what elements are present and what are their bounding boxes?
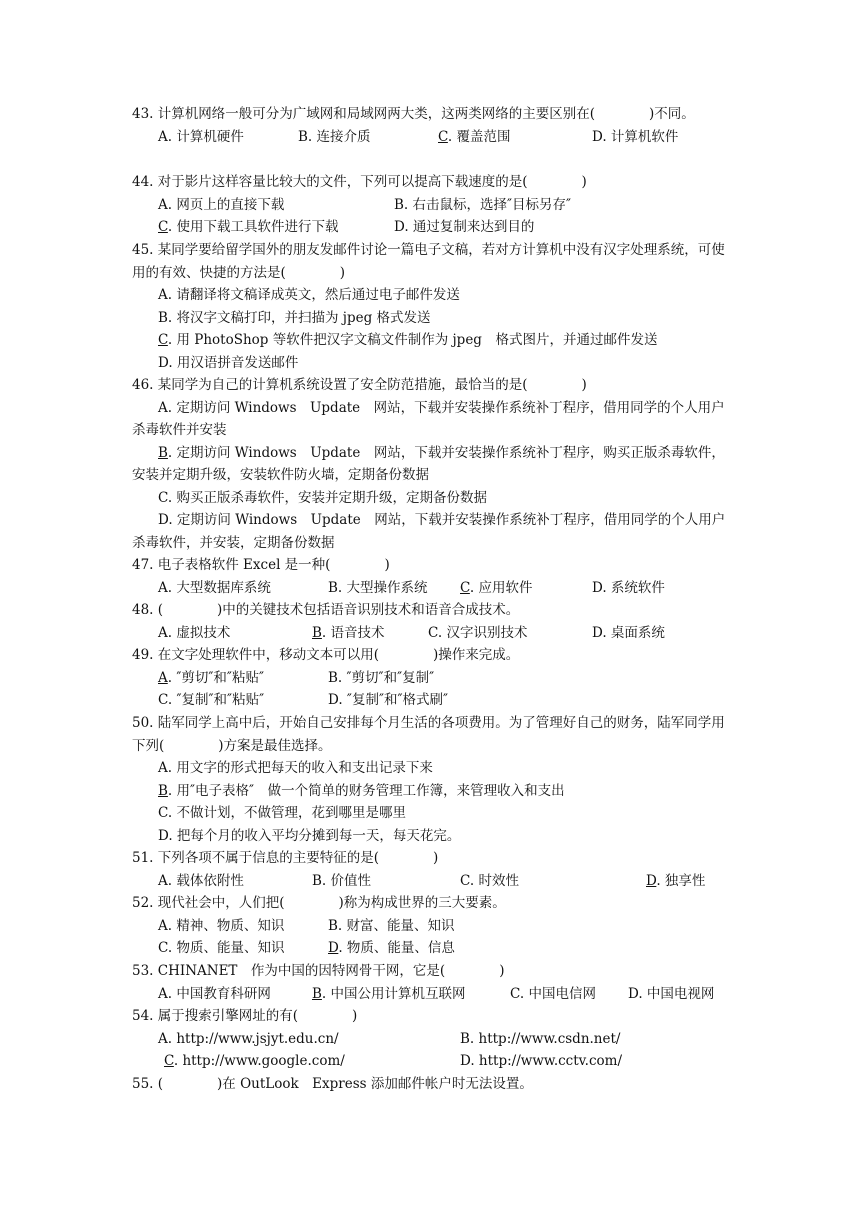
option-c bbox=[158, 689, 264, 712]
option-c bbox=[438, 126, 510, 149]
option-mark: A bbox=[158, 624, 168, 641]
option-mark: D bbox=[158, 827, 169, 844]
option-mark-underlined: C bbox=[438, 128, 448, 145]
options-row bbox=[132, 622, 732, 645]
option-text: . 通过复制来达到目的 bbox=[404, 219, 535, 235]
option-text: . 中国教育科研网 bbox=[167, 985, 271, 1002]
question-stem: 43. 计算机网络一般可分为广域网和局域网两大类，这两类网络的主要区别在( )不同。 bbox=[132, 106, 695, 122]
option-b bbox=[328, 915, 455, 938]
option-text: . 汉字识别技术 bbox=[437, 624, 528, 641]
option-c bbox=[460, 577, 532, 600]
question-48 bbox=[132, 599, 732, 644]
option-mark: C bbox=[158, 489, 168, 506]
question-51 bbox=[132, 847, 732, 892]
option-mark: A bbox=[158, 760, 168, 776]
option-text: . ″复制″和″格式刷″ bbox=[338, 692, 449, 708]
option-c bbox=[158, 216, 338, 239]
option-a bbox=[132, 397, 732, 442]
option-mark-underlined: B bbox=[312, 985, 322, 1002]
option-text: . 连接介质 bbox=[307, 128, 371, 145]
option-mark: D bbox=[394, 219, 405, 235]
question-stem: 53. CHINANET 作为中国的因特网骨干网，它是( ) bbox=[132, 963, 505, 979]
option-b bbox=[328, 577, 428, 600]
option-text: . 覆盖范围 bbox=[447, 128, 511, 145]
options-row bbox=[132, 1050, 732, 1073]
option-mark: A bbox=[158, 579, 168, 596]
question-50 bbox=[132, 712, 732, 847]
option-text: . 右击鼠标，选择″目标另存″ bbox=[403, 196, 572, 213]
option-text: . 用 PhotoShop 等软件把汉字文稿文件制作为 jpeg 格式图片，并通过邮件发送 bbox=[167, 332, 658, 348]
option-d bbox=[592, 622, 665, 645]
option-b bbox=[460, 1028, 620, 1051]
option-text: . 网页上的直接下载 bbox=[167, 196, 285, 213]
option-text: . 定期访问 Windows Update 网站，下载并安装操作系统补丁程序，借用同学的个人用户杀毒软件并安装 bbox=[132, 399, 725, 438]
option-mark: B bbox=[460, 1030, 470, 1047]
option-mark-underlined: B bbox=[158, 444, 168, 461]
option-a bbox=[132, 757, 732, 780]
option-text: . 财富、能量、知识 bbox=[337, 917, 455, 934]
option-mark: B bbox=[298, 128, 308, 145]
option-d bbox=[592, 577, 665, 600]
question-stem: 46. 某同学为自己的计算机系统设置了安全防范措施，最恰当的是( ) bbox=[132, 377, 587, 393]
option-mark: C bbox=[460, 872, 470, 889]
option-d bbox=[328, 689, 448, 712]
option-mark: D bbox=[328, 692, 339, 708]
options-row bbox=[132, 194, 732, 217]
option-mark-underlined: C bbox=[158, 219, 168, 235]
option-text: . 计算机硬件 bbox=[167, 128, 244, 145]
option-mark-underlined: C bbox=[164, 1053, 174, 1069]
question-stem: 54. 属于搜索引擎网址的有( ) bbox=[132, 1008, 358, 1024]
option-text: . 购买正版杀毒软件，安装并定期升级，定期备份数据 bbox=[167, 489, 487, 506]
option-text: . ″剪切″和″复制″ bbox=[337, 669, 435, 686]
option-d bbox=[132, 352, 732, 375]
option-mark: B bbox=[328, 669, 338, 686]
option-d bbox=[328, 937, 455, 960]
question-44 bbox=[132, 171, 732, 239]
option-text: . ″剪切″和″粘贴″ bbox=[167, 669, 265, 686]
option-b bbox=[394, 194, 571, 217]
option-text: . 中国电信网 bbox=[519, 985, 596, 1002]
options-row bbox=[132, 937, 732, 960]
question-stem: 47. 电子表格软件 Excel 是一种( ) bbox=[132, 557, 390, 573]
option-mark: D bbox=[628, 985, 639, 1002]
option-mark-underlined: C bbox=[158, 332, 168, 348]
option-d bbox=[592, 126, 678, 149]
option-b bbox=[312, 622, 385, 645]
question-45 bbox=[132, 239, 732, 374]
option-c bbox=[132, 329, 732, 352]
option-mark: A bbox=[158, 128, 168, 145]
options-row bbox=[132, 1028, 732, 1051]
question-46 bbox=[132, 374, 732, 554]
option-text: . 把每个月的收入平均分摊到每一天，每天花完。 bbox=[168, 827, 461, 844]
options-row bbox=[132, 216, 732, 239]
option-mark: A bbox=[158, 1030, 168, 1047]
option-mark-underlined: D bbox=[328, 940, 339, 956]
option-a bbox=[158, 870, 244, 893]
option-c bbox=[428, 622, 527, 645]
option-text: . 请翻译将文稿译成英文，然后通过电子邮件发送 bbox=[167, 287, 460, 303]
option-mark: A bbox=[158, 399, 168, 416]
option-text: . 时效性 bbox=[469, 872, 519, 889]
option-mark-underlined: C bbox=[460, 579, 470, 596]
option-b bbox=[328, 667, 434, 690]
option-text: . 载体依附性 bbox=[167, 872, 244, 889]
option-text: . 中国公用计算机互联网 bbox=[321, 985, 466, 1002]
option-d bbox=[394, 216, 534, 239]
question-53 bbox=[132, 960, 732, 1005]
question-55 bbox=[132, 1073, 732, 1096]
option-text: . http://www.cctv.com/ bbox=[470, 1053, 623, 1069]
option-text: . 大型数据库系统 bbox=[167, 579, 271, 596]
option-text: . 定期访问 Windows Update 网站，下载并安装操作系统补丁程序，借用同学的个人用户杀毒软件，并安装，定期备份数据 bbox=[132, 512, 726, 551]
options-row bbox=[132, 689, 732, 712]
option-c bbox=[510, 983, 596, 1006]
options-row bbox=[132, 915, 732, 938]
question-stem: 48. ( )中的关键技术包括语音识别技术和语音合成技术。 bbox=[132, 602, 520, 618]
option-c bbox=[460, 870, 519, 893]
option-text: . 用文字的形式把每天的收入和支出记录下来 bbox=[167, 760, 433, 776]
options-row bbox=[132, 667, 732, 690]
question-stem: 55. ( )在 OutLook Express 添加邮件帐户时无法设置。 bbox=[132, 1076, 533, 1092]
question-stem: 49. 在文字处理软件中，移动文本可以用( )操作来完成。 bbox=[132, 647, 520, 663]
option-text: . http://www.csdn.net/ bbox=[469, 1030, 621, 1047]
question-stem: 50. 陆军同学上高中后，开始自己安排每个月生活的各项费用。为了管理好自己的财务，陆军同学用下列( )方案是最佳选择。 bbox=[132, 715, 725, 754]
option-text: . 独享性 bbox=[656, 872, 706, 889]
option-b bbox=[312, 870, 371, 893]
option-d bbox=[646, 870, 705, 893]
option-mark: B bbox=[394, 196, 404, 213]
option-text: . 应用软件 bbox=[469, 579, 533, 596]
option-d bbox=[460, 1050, 622, 1073]
option-d bbox=[132, 509, 732, 554]
option-mark: C bbox=[158, 805, 168, 821]
question-52 bbox=[132, 892, 732, 960]
option-text: . 虚拟技术 bbox=[167, 624, 231, 641]
options-row bbox=[132, 870, 732, 893]
option-mark: C bbox=[428, 624, 438, 641]
option-a bbox=[132, 284, 732, 307]
option-b bbox=[132, 442, 732, 487]
option-text: . 将汉字文稿打印，并扫描为 jpeg 格式发送 bbox=[167, 309, 431, 326]
option-b bbox=[132, 780, 732, 803]
option-a bbox=[158, 983, 271, 1006]
option-mark: D bbox=[592, 579, 603, 596]
question-stem: 45. 某同学要给留学国外的朋友发邮件讨论一篇电子文稿，若对方计算机中没有汉字处理系统，可使用的有效、快捷的方法是( ) bbox=[132, 242, 725, 281]
option-mark: C bbox=[158, 692, 168, 708]
option-mark: D bbox=[460, 1053, 471, 1069]
option-a bbox=[158, 622, 230, 645]
option-a bbox=[158, 1028, 339, 1051]
option-mark: A bbox=[158, 872, 168, 889]
option-text: . ″复制″和″粘贴″ bbox=[167, 692, 265, 708]
option-mark: B bbox=[312, 872, 322, 889]
option-mark-underlined: B bbox=[158, 782, 168, 799]
option-text: . 计算机软件 bbox=[602, 128, 679, 145]
option-a bbox=[158, 915, 284, 938]
option-mark: A bbox=[158, 985, 168, 1002]
option-c bbox=[132, 487, 732, 510]
option-text: . 语音技术 bbox=[321, 624, 385, 641]
option-a bbox=[158, 126, 244, 149]
option-text: . 不做计划，不做管理，花到哪里是哪里 bbox=[167, 805, 406, 821]
option-mark-underlined: B bbox=[312, 624, 322, 641]
option-mark: D bbox=[158, 512, 169, 528]
option-mark-underlined: A bbox=[158, 669, 168, 686]
option-d bbox=[628, 983, 714, 1006]
options-row bbox=[132, 126, 732, 149]
option-mark: D bbox=[592, 128, 603, 145]
option-mark: A bbox=[158, 196, 168, 213]
option-text: . 物质、能量、信息 bbox=[338, 940, 455, 956]
option-text: . 大型操作系统 bbox=[337, 579, 428, 596]
question-54 bbox=[132, 1005, 732, 1073]
options-row bbox=[132, 983, 732, 1006]
option-b bbox=[312, 983, 466, 1006]
option-c bbox=[132, 802, 732, 825]
option-text: . http://www.google.com/ bbox=[173, 1053, 345, 1069]
option-text: . 用汉语拼音发送邮件 bbox=[168, 354, 299, 371]
option-mark: B bbox=[158, 309, 168, 326]
option-mark: B bbox=[328, 579, 338, 596]
question-43 bbox=[132, 103, 732, 148]
option-text: . http://www.jsjyt.edu.cn/ bbox=[167, 1030, 339, 1047]
option-text: . 物质、能量、知识 bbox=[167, 940, 285, 956]
option-mark: A bbox=[158, 917, 168, 934]
option-text: . 桌面系统 bbox=[602, 624, 665, 641]
option-b bbox=[132, 307, 732, 330]
option-mark: C bbox=[510, 985, 520, 1002]
option-c bbox=[164, 1050, 345, 1073]
option-a bbox=[158, 194, 284, 217]
option-a bbox=[158, 577, 271, 600]
question-stem: 51. 下列各项不属于信息的主要特征的是( ) bbox=[132, 850, 439, 866]
option-mark-underlined: D bbox=[646, 872, 657, 889]
question-stem: 44. 对于影片这样容量比较大的文件，下列可以提高下载速度的是( ) bbox=[132, 174, 587, 190]
option-a bbox=[158, 667, 264, 690]
question-47 bbox=[132, 554, 732, 599]
option-text: . 用″电子表格″ 做一个简单的财务管理工作簿，来管理收入和支出 bbox=[167, 782, 565, 799]
option-text: . 定期访问 Windows Update 网站，下载并安装操作系统补丁程序，购买正版杀毒软件，安装并定期升级，安装软件防火墙，定期备份数据 bbox=[132, 444, 725, 483]
question-stem: 52. 现代社会中，人们把( )称为构成世界的三大要素。 bbox=[132, 895, 506, 911]
option-mark: C bbox=[158, 940, 168, 956]
option-d bbox=[132, 825, 732, 848]
option-b bbox=[298, 126, 371, 149]
options-row bbox=[132, 577, 732, 600]
option-mark: B bbox=[328, 917, 338, 934]
option-text: . 系统软件 bbox=[602, 579, 665, 596]
option-mark: A bbox=[158, 287, 168, 303]
option-text: . 价值性 bbox=[321, 872, 372, 889]
question-49 bbox=[132, 644, 732, 712]
option-mark: D bbox=[158, 354, 169, 371]
option-text: . 中国电视网 bbox=[638, 985, 715, 1002]
option-text: . 精神、物质、知识 bbox=[167, 917, 285, 934]
option-text: . 使用下载工具软件进行下载 bbox=[167, 219, 339, 235]
option-mark: D bbox=[592, 624, 603, 641]
option-c bbox=[158, 937, 284, 960]
